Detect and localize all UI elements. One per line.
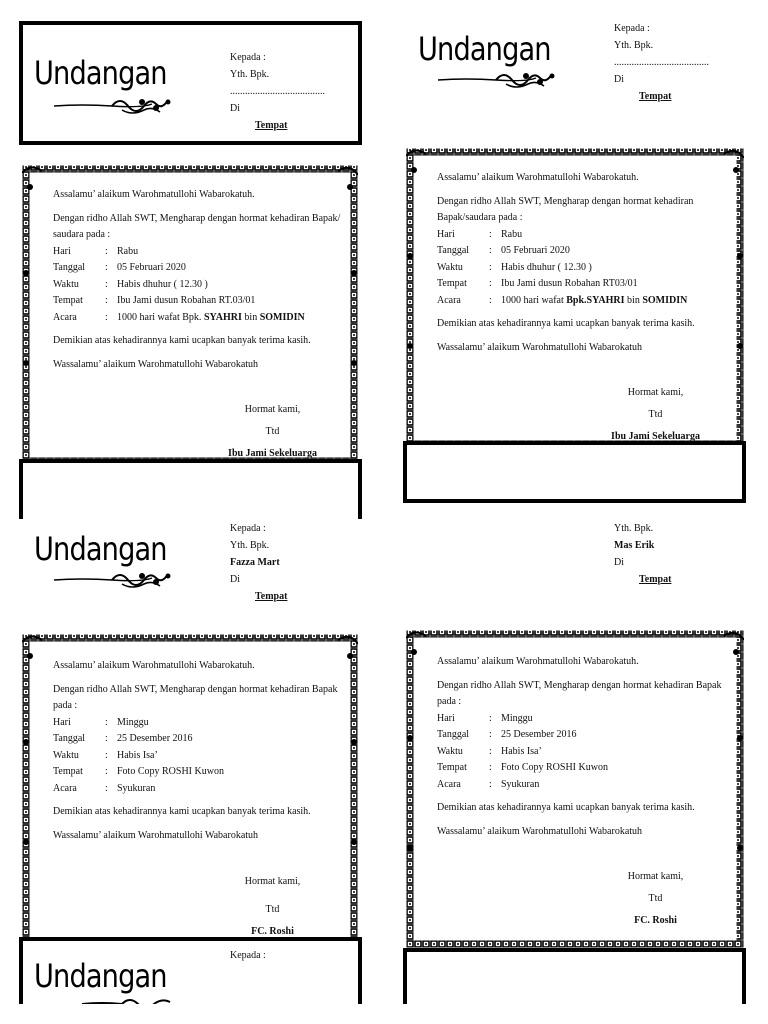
card1-kepada: Kepada : (230, 52, 266, 63)
label: Waktu (437, 745, 463, 757)
card4-row-hari: Hari : Minggu (437, 711, 737, 728)
value: Rabu (501, 228, 523, 240)
value: Habis Isa’ (501, 745, 542, 757)
card1-nama: Ibu Jami Sekeluarga (228, 448, 317, 458)
card1-title: Undangan (34, 54, 167, 92)
card4-row-tempat: Tempat : Foto Copy ROSHI Kuwon (437, 760, 737, 777)
card4-ttd: Ttd (648, 893, 663, 904)
card2-ttd: Ttd (648, 409, 663, 420)
card3-demikian: Demikian atas kehadirannya kami ucapkan banyak terima kasih. (53, 806, 311, 817)
card4-row-waktu: Waktu : Habis Isa’ (437, 744, 737, 761)
card1-wassalam: Wassalamu’ alaikum Warohmatullohi Wabarokatuh (53, 358, 259, 370)
card3-salam: Assalamu’ alaikum Warohmatullohi Wabarokatuh. (53, 660, 255, 671)
card3-hormat: Hormat kami, (244, 876, 301, 887)
card4-yth: Yth. Bpk. (614, 523, 654, 534)
label: Acara (437, 778, 461, 790)
card4-signature (598, 871, 713, 937)
card1-row-tempat: Tempat : Ibu Jami dusun Robahan RT.03/01 (53, 293, 353, 310)
value: 25 Desember 2016 (501, 729, 577, 740)
card3-intro-2: pada : (53, 700, 78, 711)
card1-salam: Assalamu’ alaikum Warohmatullohi Wabarokatuh. (53, 189, 255, 200)
label: Tanggal (53, 733, 86, 744)
card1-row-acara: Acara : 1000 hari wafat Bpk. SYAHRI bin SOMIDIN (53, 310, 353, 327)
label: Tempat (437, 278, 467, 289)
card2-signature (598, 387, 713, 441)
label: Hari (437, 712, 455, 724)
label: Tempat (437, 762, 467, 773)
card2-hormat: Hormat kami, (627, 387, 684, 398)
card3-wassalam: Wassalamu’ alaikum Warohmatullohi Wabarokatuh (53, 829, 259, 841)
label: Hari (53, 716, 71, 728)
card1-intro-2: saudara pada : (53, 229, 111, 240)
card2-row-waktu: Waktu : Habis dhuhur ( 12.30 ) (437, 260, 732, 277)
card2-tempat: Tempat (639, 91, 672, 102)
value: Ibu Jami dusun Robahan RT03/01 (501, 278, 638, 289)
label: Waktu (437, 261, 463, 273)
card4-bottom-box (403, 948, 746, 1008)
value: Foto Copy ROSHI Kuwon (501, 762, 608, 773)
card1-yth: Yth. Bpk. (230, 69, 270, 80)
card3-yth: Yth. Bpk. (230, 540, 270, 551)
card3-recipient-block (230, 520, 287, 605)
card2-recipient-dots: ...................................... (614, 57, 709, 68)
card2-row-acara: Acara : 1000 hari wafat Bpk.SYAHRI bin SOMIDIN (437, 293, 732, 310)
card3-row-tanggal: Tanggal : 25 Desember 2016 (53, 731, 353, 748)
value: Habis dhuhur ( 12.30 ) (501, 261, 592, 273)
card3-row-tempat: Tempat : Foto Copy ROSHI Kuwon (53, 764, 353, 781)
value: Foto Copy ROSHI Kuwon (117, 766, 224, 777)
card4-di: Di (614, 557, 624, 568)
label: Tempat (53, 766, 83, 777)
value: 05 Februari 2020 (117, 262, 186, 273)
card2-row-tempat: Tempat : Ibu Jami dusun Robahan RT03/01 (437, 276, 732, 293)
card3-body (53, 658, 353, 844)
card2-row-tanggal: Tanggal : 05 Februari 2020 (437, 243, 732, 260)
card4-salam: Assalamu’ alaikum Warohmatullohi Wabarokatuh. (437, 656, 639, 667)
card2-di: Di (614, 74, 624, 85)
label: Tempat (53, 295, 83, 306)
card4-body (437, 654, 737, 840)
label: Hari (53, 245, 71, 257)
value: Syukuran (501, 778, 540, 790)
value: Minggu (117, 716, 149, 728)
card2-recipient-block (614, 20, 709, 105)
card1-demikian: Demikian atas kehadirannya kami ucapkan banyak terima kasih. (53, 335, 311, 346)
card2-body (437, 170, 732, 356)
label: Tanggal (437, 729, 470, 740)
card1-ornament-icon (52, 94, 182, 118)
label: Tanggal (437, 245, 470, 256)
card2-title: Undangan (418, 30, 551, 68)
card3-nama: FC. Roshi (251, 926, 294, 937)
card1-row-waktu: Waktu : Habis dhuhur ( 12.30 ) (53, 277, 353, 294)
card3-di: Di (230, 574, 240, 585)
value: Rabu (117, 245, 139, 257)
card2-salam: Assalamu’ alaikum Warohmatullohi Wabarokatuh. (437, 172, 639, 183)
card4-intro-2: pada : (437, 696, 462, 707)
card4-wassalam: Wassalamu’ alaikum Warohmatullohi Wabarokatuh (437, 825, 643, 837)
value: Syukuran (117, 782, 156, 794)
card3-ttd: Ttd (265, 904, 280, 915)
value: 25 Desember 2016 (117, 733, 193, 744)
card4-intro-1: Dengan ridho Allah SWT, Mengharap dengan hormat kehadiran Bapak (437, 679, 722, 691)
value: 1000 hari wafat Bpk.SYAHRI bin SOMIDIN (501, 294, 688, 306)
card2-row-hari: Hari : Rabu (437, 227, 732, 244)
card1-row-hari: Hari : Rabu (53, 244, 353, 261)
value: 1000 hari wafat Bpk. SYAHRI bin SOMIDIN (117, 311, 305, 323)
card1-row-tanggal: Tanggal : 05 Februari 2020 (53, 260, 353, 277)
card1-tempat: Tempat (255, 120, 288, 131)
card3-title: Undangan (34, 530, 167, 568)
card4-hormat: Hormat kami, (627, 871, 684, 882)
card2-kepada: Kepada : (614, 23, 650, 34)
card1-body (53, 187, 353, 373)
value: Ibu Jami dusun Robahan RT.03/01 (117, 295, 256, 306)
card4-recipient-block (614, 520, 671, 588)
label: Acara (53, 311, 77, 323)
label: Hari (437, 228, 455, 240)
value: Minggu (501, 712, 533, 724)
card2-bottom-box (403, 441, 746, 503)
label: Waktu (53, 749, 79, 761)
card3-penerima: Fazza Mart (230, 557, 280, 568)
card3-tempat: Tempat (255, 591, 288, 602)
label: Acara (53, 782, 77, 794)
card1-bottom-box (19, 459, 362, 519)
card2-nama: Ibu Jami Sekeluarga (611, 431, 700, 441)
card3-row-acara: Acara : Syukuran (53, 781, 353, 798)
card3-row-hari: Hari : Minggu (53, 715, 353, 732)
card3-intro-1: Dengan ridho Allah SWT, Mengharap dengan hormat kehadiran Bapak (53, 683, 338, 695)
card5-kepada: Kepada : (230, 950, 266, 961)
card1-recipient-block (230, 49, 325, 134)
card3-ornament-icon (52, 568, 182, 592)
card1-intro-1: Dengan ridho Allah SWT, Mengharap dengan hormat kehadiran Bapak/ (53, 212, 341, 224)
value: 05 Februari 2020 (501, 245, 570, 256)
card5-recipient-block (230, 947, 266, 964)
card2-ornament-icon (436, 68, 566, 92)
card1-signature (215, 404, 330, 458)
card3-row-waktu: Waktu : Habis Isa’ (53, 748, 353, 765)
card2-demikian: Demikian atas kehadirannya kami ucapkan banyak terima kasih. (437, 318, 695, 329)
card2-intro-1: Dengan ridho Allah SWT, Mengharap dengan hormat kehadiran (437, 195, 694, 207)
page-bottom-band (0, 1004, 768, 1024)
card2-yth: Yth. Bpk. (614, 40, 654, 51)
card4-demikian: Demikian atas kehadirannya kami ucapkan banyak terima kasih. (437, 802, 695, 813)
card5-title: Undangan (34, 957, 167, 995)
card1-recipient-dots: ...................................... (230, 86, 325, 97)
label: Acara (437, 294, 461, 306)
card4-row-tanggal: Tanggal : 25 Desember 2016 (437, 727, 737, 744)
label: Tanggal (53, 262, 86, 273)
value: Habis dhuhur ( 12.30 ) (117, 278, 208, 290)
card1-ttd: Ttd (265, 426, 280, 437)
card4-tempat: Tempat (639, 574, 672, 585)
value: Habis Isa’ (117, 749, 158, 761)
card4-nama: FC. Roshi (634, 915, 677, 926)
card1-di: Di (230, 103, 240, 114)
card1-hormat: Hormat kami, (244, 404, 301, 415)
card2-intro-2: Bapak/saudara pada : (437, 212, 523, 223)
card4-penerima: Mas Erik (614, 540, 655, 551)
label: Waktu (53, 278, 79, 290)
card2-wassalam: Wassalamu’ alaikum Warohmatullohi Wabarokatuh (437, 341, 643, 353)
card3-kepada: Kepada : (230, 523, 266, 534)
card4-row-acara: Acara : Syukuran (437, 777, 737, 794)
